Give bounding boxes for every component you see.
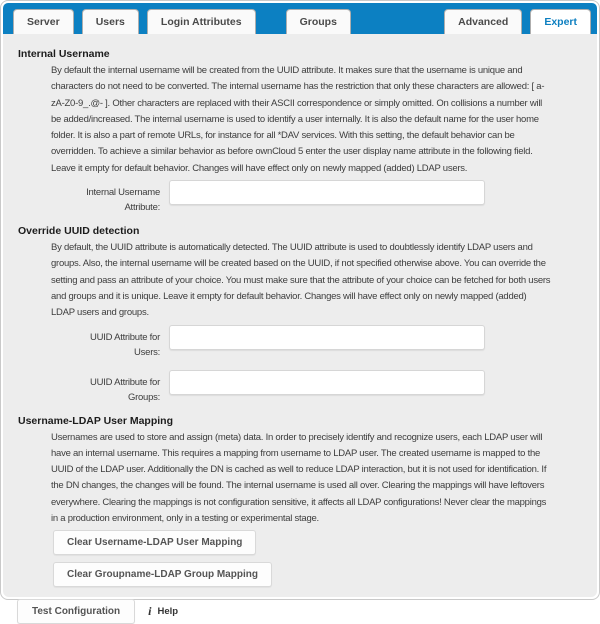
section-override-uuid-detection xyxy=(17,225,583,404)
tab-group-right xyxy=(436,9,591,34)
field-row-uuid-attribute-groups xyxy=(65,370,583,405)
info-icon: i xyxy=(148,604,152,619)
footer-row xyxy=(17,599,583,624)
clear-username-ldap-user-mapping-button[interactable]: Clear Username-LDAP User Mapping xyxy=(53,530,256,555)
section-heading-internal-username: Internal Username xyxy=(18,48,110,60)
section-username-ldap-mapping xyxy=(17,415,583,588)
field-row-internal-username-attribute xyxy=(65,180,583,215)
uuid-attribute-groups-input[interactable] xyxy=(169,370,485,395)
tab-groups[interactable]: Groups xyxy=(286,9,351,34)
tab-login-attributes[interactable]: Login Attributes xyxy=(147,9,256,34)
uuid-attribute-users-input[interactable] xyxy=(169,325,485,350)
field-row-uuid-attribute-users xyxy=(65,325,583,360)
section-description-username-ldap-mapping: Usernames are used to store and assign (meta) data. In order to precisely identify and recognize users, each LDAP user will have an internal username. This requires a mapping from username to LDAP user. The created username is mapped to the UUID of the LDAP user. Additionally the DN is cached as well to reduce LDAP interaction, but it is not used for identification. If the DN changes, the changes will be found. The internal username is used all over. Clearing the mappings will have leftovers everywhere. Clearing the mappings is not configuration sensitive, it affects all LDAP configurations! Never clear the mappings in a production environment, only in a testing or experimental stage. xyxy=(51,431,547,525)
section-heading-override-uuid: Override UUID detection xyxy=(18,225,140,238)
tab-advanced[interactable]: Advanced xyxy=(444,9,522,34)
help-link[interactable] xyxy=(148,604,178,619)
panel-inner xyxy=(3,3,597,619)
test-configuration-button[interactable]: Test Configuration xyxy=(17,599,135,624)
internal-username-attribute-input[interactable] xyxy=(169,180,485,205)
uuid-attribute-users-label: UUID Attribute for Users: xyxy=(90,331,160,358)
internal-username-attribute-label: Internal Username Attribute: xyxy=(86,187,160,214)
section-description-internal-username: By default the internal username will be created from the UUID attribute. It makes sure that the username is unique and characters do not need to be converted. The internal username has the restriction that only these characters are allowed: [ a-zA-Z0-9_.@- ]. Other characters are replaced with their ASCII correspondence or simply omitted. On collisions a number will be added/increased. The internal username is used to identify a user internally. It is also the default name for the user home folder. It is also a part of remote URLs, for instance for all *DAV services. With this setting, the default behavior can be overridden. To achieve a similar behavior as before ownCloud 5 enter the user display name attribute in the following field. Leave it empty for default behavior. Changes will have effect only on newly mapped (added) LDAP users. xyxy=(51,65,545,174)
uuid-attribute-groups-label: UUID Attribute for Groups: xyxy=(90,376,160,403)
tab-server[interactable]: Server xyxy=(13,9,74,34)
help-label: Help xyxy=(157,606,179,618)
expert-tab-content xyxy=(3,34,597,624)
tab-group-left xyxy=(13,9,359,34)
section-heading-username-ldap-mapping: Username-LDAP User Mapping xyxy=(18,414,174,427)
section-internal-username xyxy=(17,48,583,215)
tab-bar xyxy=(3,3,597,34)
clear-groupname-ldap-group-mapping-button[interactable]: Clear Groupname-LDAP Group Mapping xyxy=(53,562,272,587)
tab-users[interactable]: Users xyxy=(82,9,139,34)
tab-expert[interactable]: Expert xyxy=(530,9,591,34)
section-description-override-uuid: By default, the UUID attribute is automatically detected. The UUID attribute is used to doubtlessly identify LDAP users and groups. Also, the internal username will be created based on the UUID, if not specified otherwise above. You can override the setting and pass an attribute of your choice. You must make sure that the attribute of your choice can be fetched for both users and groups and it is unique. Leave it empty for default behavior. Changes will have effect only on newly mapped (added) LDAP users and groups. xyxy=(51,242,551,319)
